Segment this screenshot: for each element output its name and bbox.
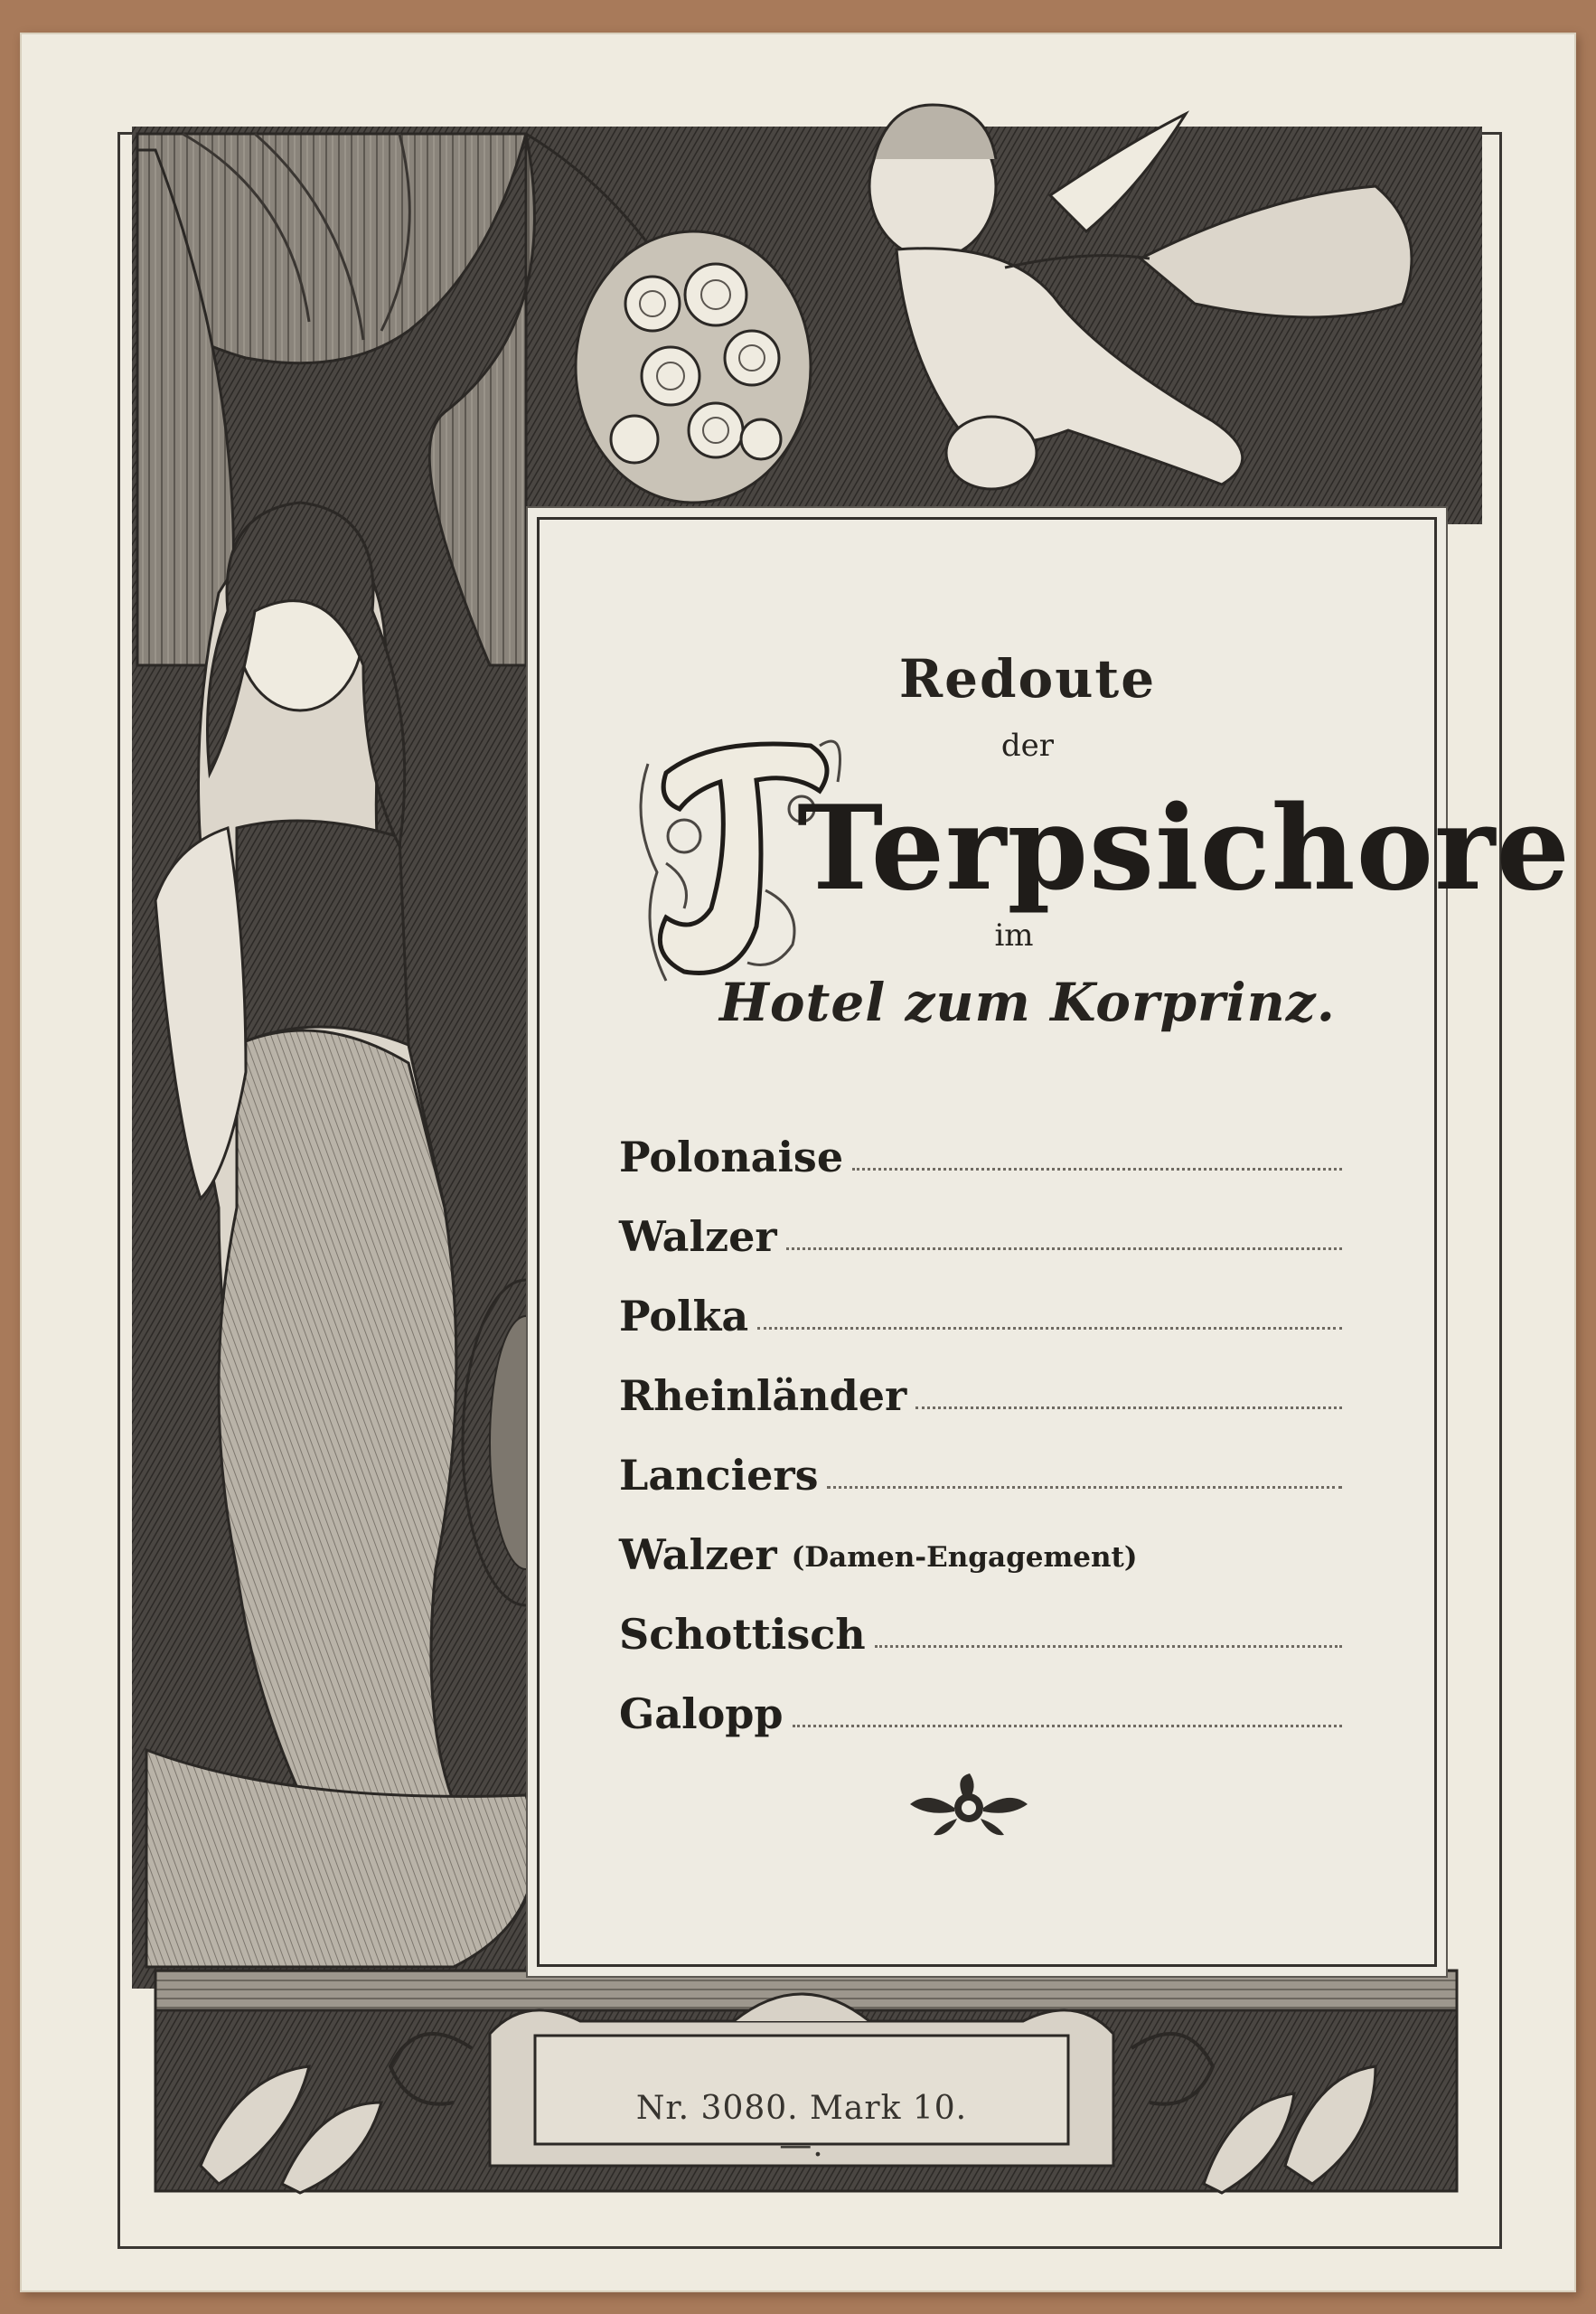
- signature-line: [852, 1168, 1342, 1171]
- dance-label: Schottisch: [619, 1610, 866, 1659]
- price-imprint: Nr. 3080. Mark 10.—.: [635, 2090, 968, 2164]
- dance-list: [619, 1098, 1342, 1738]
- rose-sprig-icon: [901, 1772, 1037, 1844]
- dance-label: Polka: [619, 1292, 749, 1340]
- dance-row-lanciers: [619, 1416, 1342, 1500]
- title-der: der: [1000, 728, 1055, 764]
- dance-row-walzer-damen: [619, 1496, 1342, 1579]
- flower-bouquet: [576, 231, 811, 503]
- dance-card: [20, 33, 1576, 2292]
- title-terpsichore: Terpsichore: [797, 781, 1571, 917]
- signature-line: [793, 1725, 1342, 1727]
- dance-row-walzer: [619, 1178, 1342, 1261]
- signature-line: [757, 1327, 1342, 1330]
- title-hotel: Hotel zum Korprinz.: [719, 972, 1336, 1033]
- dance-note: (Damen-Engagement): [791, 1541, 1138, 1574]
- dance-list-panel: [537, 517, 1571, 1967]
- signature-line: [915, 1406, 1342, 1409]
- title-redoute: Redoute: [898, 648, 1157, 710]
- dance-row-schottisch: [619, 1576, 1342, 1659]
- signature-line: [875, 1645, 1342, 1648]
- dance-label: Polonaise: [619, 1133, 844, 1181]
- dance-label: Walzer: [619, 1530, 777, 1579]
- signature-line: [827, 1486, 1342, 1489]
- dance-row-polka: [619, 1257, 1342, 1340]
- dance-label: Rheinländer: [619, 1371, 907, 1420]
- title-im: im: [994, 917, 1034, 954]
- signature-line: [786, 1247, 1342, 1250]
- dance-row-galopp: [619, 1655, 1342, 1738]
- dance-label: Lanciers: [619, 1451, 819, 1500]
- dance-row-rheinlaender: [619, 1337, 1342, 1420]
- dance-label: Galopp: [619, 1689, 784, 1738]
- dance-label: Walzer: [619, 1212, 777, 1261]
- dance-row-polonaise: [619, 1098, 1342, 1181]
